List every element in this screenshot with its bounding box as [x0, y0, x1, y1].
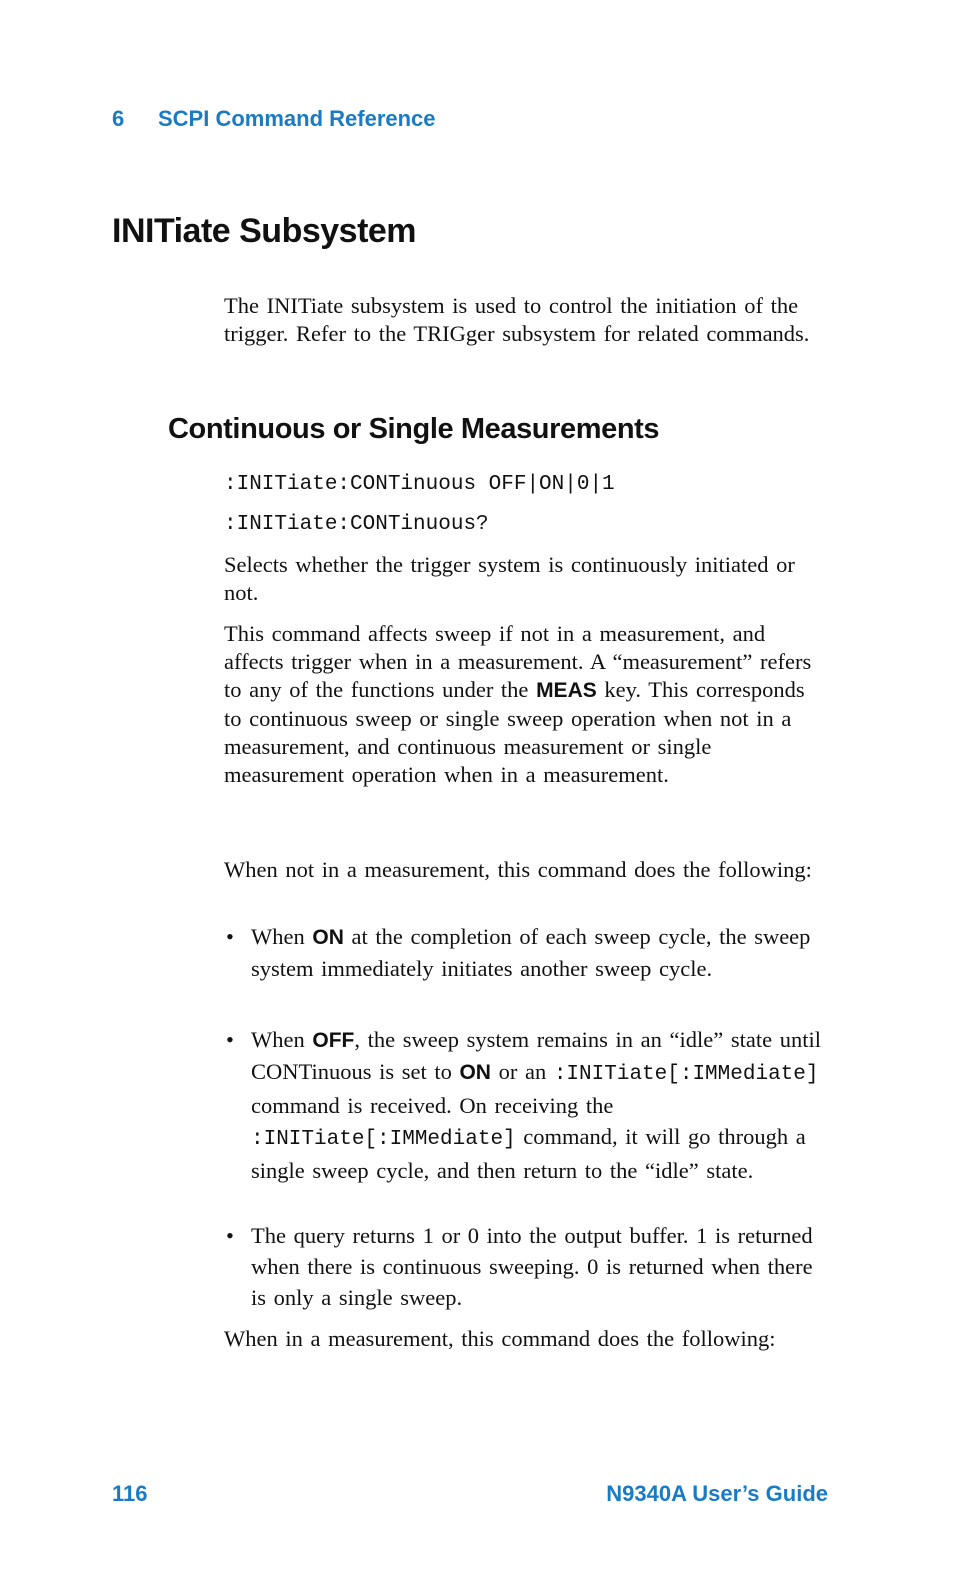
bullet-dot: •: [226, 924, 234, 949]
command-syntax-query: :INITiate:CONTinuous?: [224, 513, 489, 536]
bullet-item-off: • When OFF, the sweep system remains in an “idle” state until CONTinuous is set to ON or an :INITiate[:IMMediate] command is received. On receiving the :INITiate[:IMMediate] command, it will go through a single sweep cycle, and then return to the “idle” state.: [224, 1024, 830, 1186]
chapter-title: SCPI Command Reference: [158, 106, 436, 131]
meas-key-label: MEAS: [536, 679, 597, 702]
on-key-label: ON: [312, 926, 344, 949]
subsection-title: Continuous or Single Measurements: [168, 413, 660, 445]
running-header: [112, 106, 436, 132]
para2-text-1: This command affects sweep if not in a measurement, and affects trigger when in a measurement. A “measurement” refers to any of the functions under the: [224, 621, 812, 702]
page-number: 116: [112, 1481, 148, 1506]
section-title: INITiate Subsystem: [112, 212, 417, 250]
initiate-immediate-command: :INITiate[:IMMediate]: [553, 1063, 819, 1086]
description-paragraph-4: When in a measurement, this command does the following:: [224, 1326, 776, 1351]
on-key-label: ON: [459, 1061, 491, 1084]
chapter-number: 6: [112, 106, 125, 131]
initiate-immediate-command: :INITiate[:IMMediate]: [251, 1128, 516, 1151]
off-key-label: OFF: [312, 1029, 355, 1052]
section-intro: The INITiate subsystem is used to control the initiation of the trigger. Refer to the TRIGger subsystem for related commands.: [224, 293, 810, 346]
para2-text-2: key. This corresponds to continuous sweep or single sweep operation when not in a measurement, and continuous measurement or single measurement operation when in a measurement.: [224, 677, 805, 787]
bullet-item-query: • The query returns 1 or 0 into the output buffer. 1 is returned when there is continuous sweeping. 0 is returned when there is only a single sweep.: [224, 1220, 830, 1313]
bullet-item-on: • When ON at the completion of each sweep cycle, the sweep system immediately initiates another sweep cycle.: [224, 921, 830, 984]
description-paragraph-3: When not in a measurement, this command does the following:: [224, 857, 812, 882]
command-syntax-set: :INITiate:CONTinuous OFF|ON|0|1: [224, 473, 615, 496]
description-paragraph-2: [224, 620, 824, 789]
guide-title: N9340A User’s Guide: [606, 1481, 828, 1506]
description-paragraph-1: Selects whether the trigger system is continuously initiated or not.: [224, 552, 795, 605]
bullet-dot: •: [226, 1223, 234, 1248]
bullet-dot: •: [226, 1027, 234, 1052]
